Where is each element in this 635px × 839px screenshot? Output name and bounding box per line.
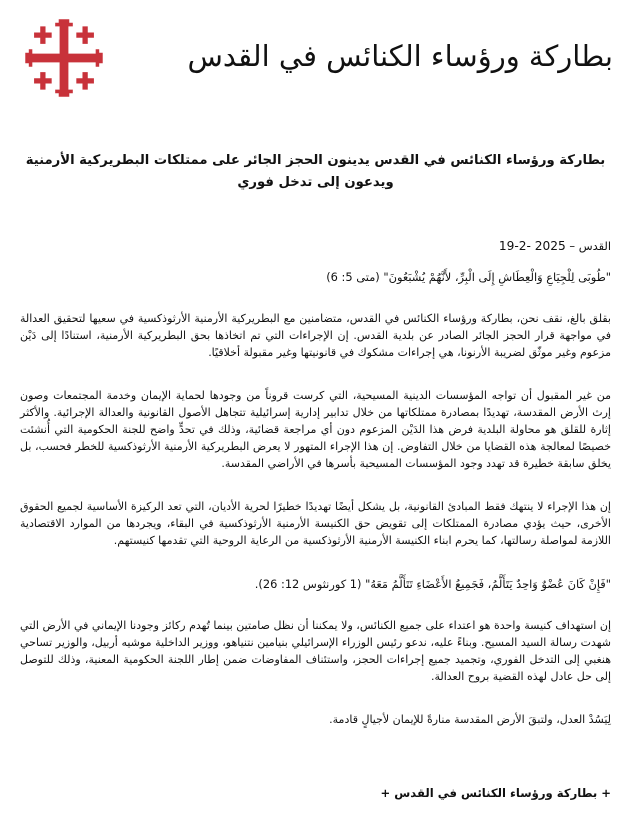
dateline-place: القدس – xyxy=(569,239,611,253)
statement-headline xyxy=(20,150,611,194)
dateline-date: 19-2- 2025 xyxy=(498,239,566,253)
paragraph-2: من غير المقبول أن تواجه المؤسسات الدينية المسيحية، التي كرست قروناً من وجودها لحماية الإيمان وخدمة المجتمعات وصون إرث الأرض المقدسة، تهديدًا بمصادرة ممتلكاتها من خلال تدابير إدارية إسرائيلية تتجاهل الأصول القانونية والعدالة الإجرائية. والأكثر إثارة للقلق هو محاولة البلدية فرض هذا الدَيْن المزعوم دون أي مراجعة قضائية، وذلك في تحدٍّ واضح للجنة الحكومية التي أُنشئت خصيصًا لمعالجة هذه القضايا من خلال التفاوض. إن هذا الإجراء المتهور لا يعرض البطريركية الأرمنية الأرثوذكسية للخطر فحسب، بل يخلق سابقة خطيرة قد تهدد وجود المؤسسات المسيحية بأسرها في الأراضي المقدسة. xyxy=(20,389,611,470)
paragraph-3: إن هذا الإجراء لا ينتهك فقط المبادئ القانونية، بل يشكل أيضًا تهديدًا خطيرًا لحرية الأديان، التي تعد الركيزة الأساسية لجميع الحقوق الأخرى، حيث يؤدي مصادرة الممتلكات إلى تقويض حق الكنيسة الأرمنية الأرثوذكسية في البقاء، ويجردها من الموارد الاقتصادية اللازمة لمواصلة رسالتها، كما يحرم ابناء الكنيسة الأرمنية الأرثوذكسية من الرعاية الروحية التي تقدمها كنيستهم. xyxy=(20,500,611,547)
headline-line-2: ويدعون إلى تدخل فوري xyxy=(237,175,394,190)
letterhead-title: بطاركة ورؤساء الكنائس في القدس xyxy=(187,39,613,73)
logo-shapes xyxy=(25,19,102,96)
paragraph-1: بقلق بالغ، نقف نحن، بطاركة ورؤساء الكنائس في القدس، متضامنين مع البطريركية الأرمنية الأرثوذكسية في سعيها لتحقيق العدالة في مواجهة قرار الحجز الجائر الصادر عن بلدية القدس. إن الإجراءات التي تم اتخاذها بحق البطريركية الأرمنية، استنادًا إلى دَيْن مزعوم وغير موثّق لضريبة الأرنونا، هي إجراءات مشكوك في قانونيتها وغير مقبولة أخلاقيًا. xyxy=(20,312,611,359)
scripture-quote-2: "فَإِنْ كَانَ عُضْوٌ وَاحِدٌ يَتَأَلَّمُ، فَجَمِيعُ الأَعْضَاءِ تَتَأَلَّمُ مَعَهُ" (1 كورنثوس 12: 26). xyxy=(254,577,611,591)
headline-line-1: بطاركة ورؤساء الكنائس في القدس يدينون الحجز الجائر على ممتلكات البطريركية الأرمنية xyxy=(25,153,606,168)
statement-body xyxy=(20,150,611,728)
paragraph-4: إن استهداف كنيسة واحدة هو اعتداء على جميع الكنائس، ولا يمكننا أن نظل صامتين بينما تُهدم ركائز وجودنا الإيماني في الأرض التي شهدت رسالة السيد المسيح. وبناءً عليه، ندعو رئيس الوزراء الإسرائيلي بنيامين نتنياهو، ووزير الداخلية موشيه أربيل، والوزير تساحي هنغبي إلى التدخل الفوري، وتجميد جميع إجراءات الحجز، واستئناف المفاوضات ضمن إطار اللجنة الحكومية المعنية، وذلك للتوصل إلى حل عادل لهذه القضية بروح العدالة. xyxy=(20,619,611,683)
jerusalem-cross-icon xyxy=(20,14,108,102)
signature: + بطاركة ورؤساء الكنائس في القدس + xyxy=(380,786,611,800)
letterhead xyxy=(16,14,619,104)
scripture-quote-1: "طُوبَى لِلْجِيَاعِ وَالْعِطَاشِ إِلَى الْبِرِّ، لأَنَّهُمْ يُشْبَعُونَ" (متى 5: 6) xyxy=(326,270,611,284)
closing-line: لِيَسُدْ العدل، ولتبقَ الأرض المقدسة منارةً للإيمان لأجيالٍ قادمة. xyxy=(329,713,611,726)
dateline xyxy=(20,238,611,254)
